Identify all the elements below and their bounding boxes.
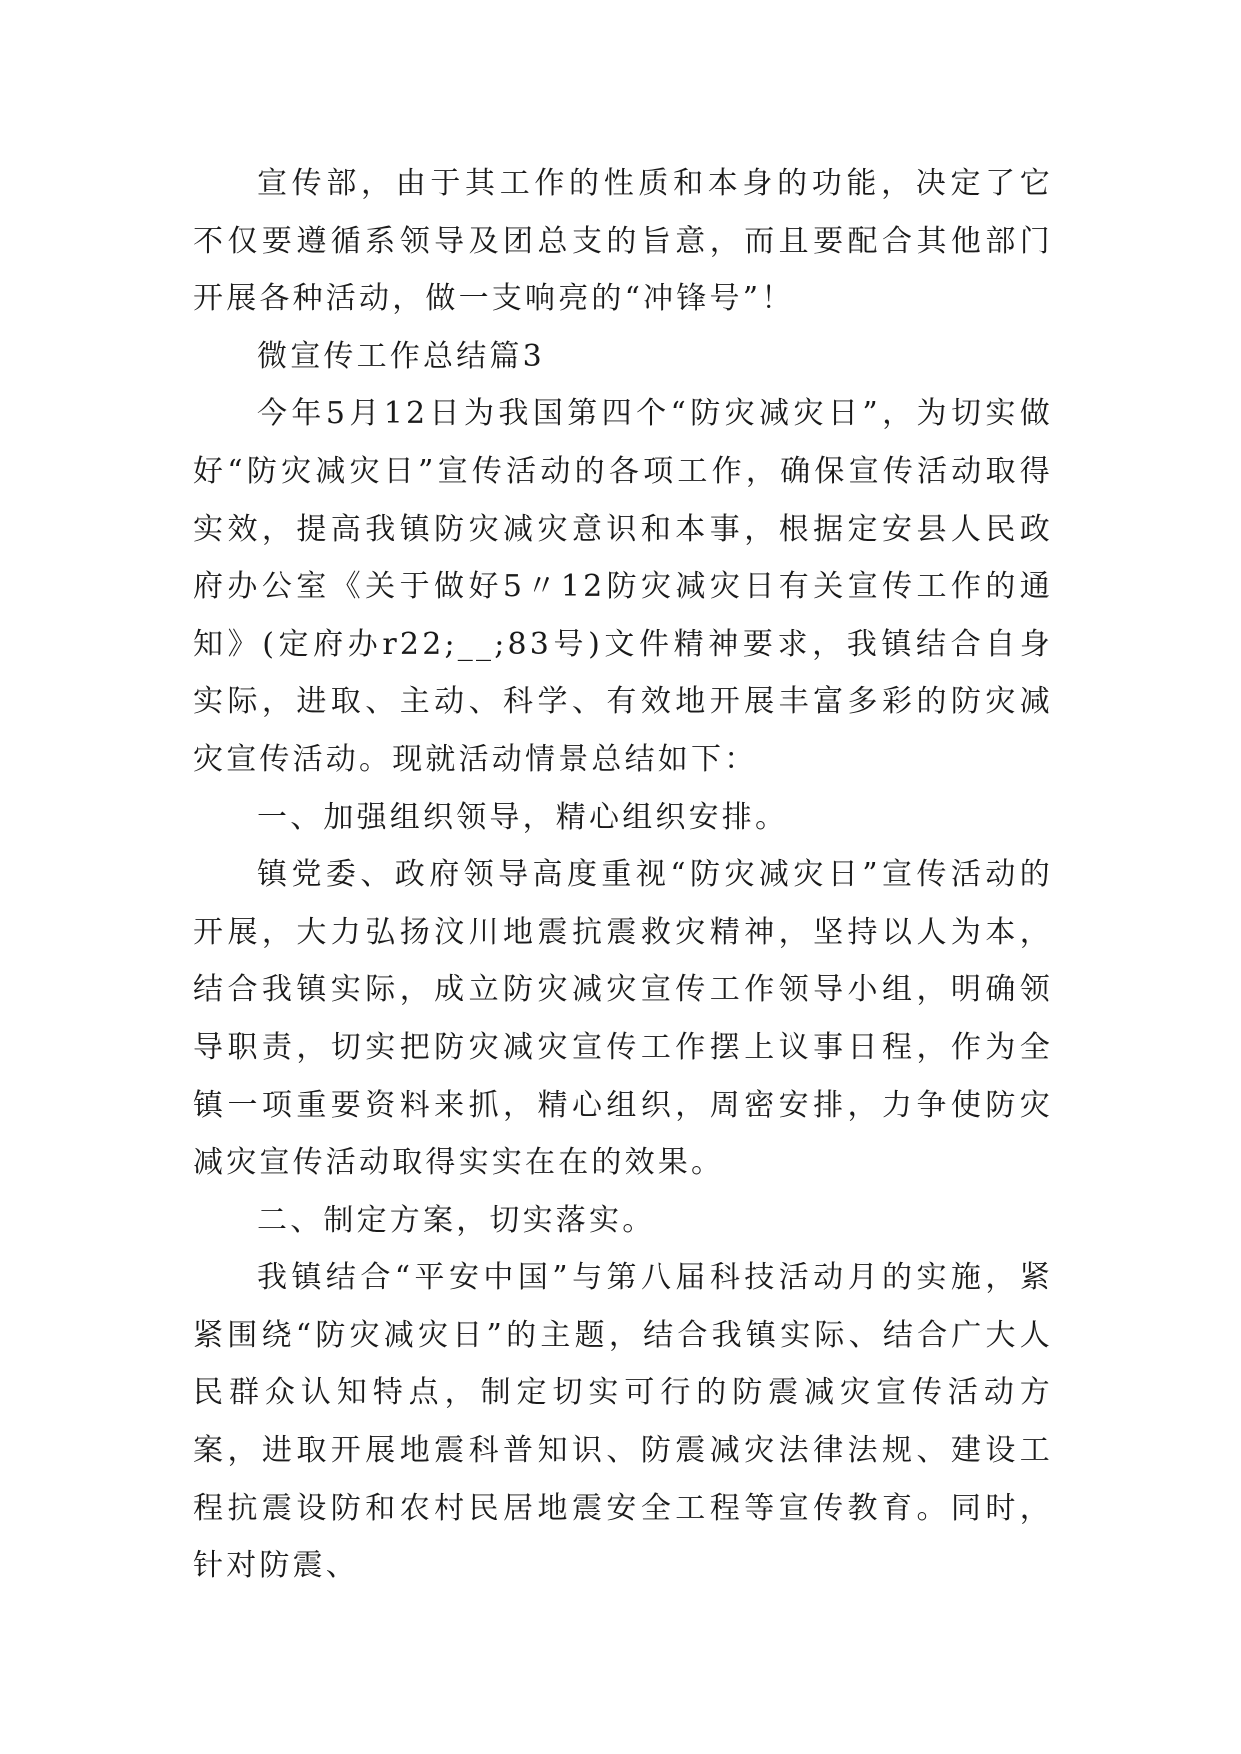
subheading-leadership: 一、加强组织领导，精心组织安排。 (257, 799, 789, 835)
subheading-plan: 二、制定方案，切实落实。 (257, 1202, 656, 1238)
paragraph-intro-propaganda-dept: 宣传部，由于其工作的性质和本身的功能，决定了它不仅要遵循系领导及团总支的旨意，而且要配合其他部门开展各种活动，做一支响亮的“冲锋号”！ (193, 166, 1053, 317)
document-body (193, 155, 1053, 1595)
paragraph-leadership: 镇党委、政府领导高度重视“防灾减灾日”宣传活动的开展，大力弘扬汶川地震抗震救灾精神，坚持以人为本，结合我镇实际，成立防灾减灾宣传工作领导小组，明确领导职责，切实把防灾减灾宣传工作摆上议事日程，作为全镇一项重要资料来抓，精心组织，周密安排，力争使防灾减灾宣传活动取得实实在在的效果。 (193, 857, 1053, 1181)
paragraph-disaster-day-overview: 今年5月12日为我国第四个“防灾减灾日”，为切实做好“防灾减灾日”宣传活动的各项工作，确保宣传活动取得实效，提高我镇防灾减灾意识和本事，根据定安县人民政府办公室《关于做好5〃12防灾减灾日有关宣传工作的通知》(定府办r22;__;83号)文件精神要求，我镇结合自身实际，进取、主动、科学、有效地开展丰富多彩的防灾减灾宣传活动。现就活动情景总结如下： (193, 396, 1053, 777)
paragraph-plan: 我镇结合“平安中国”与第八届科技活动月的实施，紧紧围绕“防灾减灾日”的主题，结合我镇实际、结合广大人民群众认知特点，制定切实可行的防震减灾宣传活动方案，进取开展地震科普知识、防震减灾法律法规、建设工程抗震设防和农村民居地震安全工程等宣传教育。同时，针对防震、 (193, 1260, 1053, 1584)
section-heading-part-3: 微宣传工作总结篇3 (257, 338, 545, 374)
